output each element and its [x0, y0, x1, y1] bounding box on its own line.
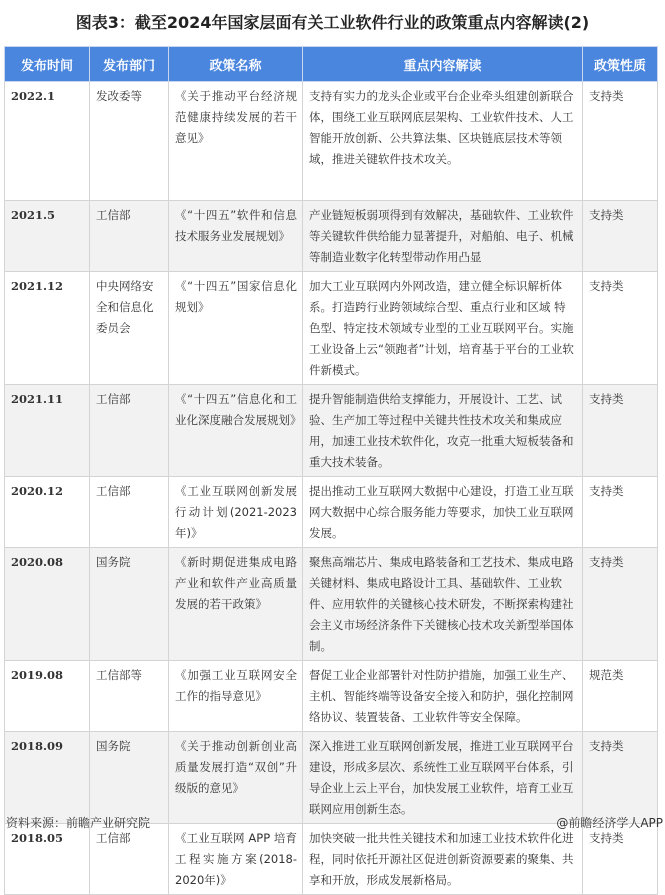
table-row — [5, 732, 658, 824]
cell-nature: 支持类 — [583, 548, 658, 661]
cell-date: 2018.09 — [5, 732, 90, 824]
cell-nature: 支持类 — [583, 824, 658, 895]
cell-date: 2021.11 — [5, 385, 90, 477]
header-date: 发布时间 — [5, 47, 90, 82]
header-nature: 政策性质 — [583, 47, 658, 82]
cell-nature: 支持类 — [583, 82, 658, 201]
policy-table — [4, 46, 658, 895]
cell-dept: 国务院 — [90, 732, 169, 824]
chart-title: 图表3：截至2024年国家层面有关工业软件行业的政策重点内容解读(2) — [75, 13, 590, 32]
cell-dept: 工信部 — [90, 477, 169, 548]
table-row — [5, 272, 658, 385]
cell-policy-name: 《“十四五”信息化和工业化深度融合发展规划》 — [169, 385, 303, 477]
table-row — [5, 477, 658, 548]
cell-policy-name: 《工业互联网创新发展行动计划(2021-2023年)》 — [169, 477, 303, 548]
cell-nature: 支持类 — [583, 732, 658, 824]
cell-date: 2018.05 — [5, 824, 90, 895]
cell-content: 督促工业企业部署针对性防护措施，加强工业生产、主机、智能终端等设备安全接入和防护，强化控制网络协议、装置装备、工业软件等安全保障。 — [303, 661, 583, 732]
cell-nature: 支持类 — [583, 385, 658, 477]
cell-content: 支持有实力的龙头企业或平台企业牵头组建创新联合体，围绕工业互联网底层架构、工业软件技术、人工智能开放创新、公共算法集、区块链底层技术等领域，推进关键软件技术攻关。 — [303, 82, 583, 201]
cell-dept: 工信部 — [90, 201, 169, 272]
cell-content: 加快突破一批共性关键技术和加速工业技术软件化进程，同时依托开源社区促进创新资源要素的聚集、共享和开放，形成发展新格局。 — [303, 824, 583, 895]
table-row — [5, 82, 658, 201]
header-content: 重点内容解读 — [303, 47, 583, 82]
cell-nature: 规范类 — [583, 661, 658, 732]
cell-policy-name: 《新时期促进集成电路产业和软件产业高质量发展的若干政策》 — [169, 548, 303, 661]
header-dept: 发布部门 — [90, 47, 169, 82]
source-note: 资料来源：前瞻产业研究院 — [6, 816, 151, 830]
cell-dept: 工信部 — [90, 824, 169, 895]
cell-date: 2021.5 — [5, 201, 90, 272]
cell-content: 聚焦高端芯片、集成电路装备和工艺技术、集成电路关键材料、集成电路设计工具、基础软件、工业软件、应用软件的关键核心技术研发，不断探索构建社会主义市场经济条件下关键核心技术攻关新型举国体制。 — [303, 548, 583, 661]
cell-policy-name: 《“十四五”软件和信息技术服务业发展规划》 — [169, 201, 303, 272]
cell-nature: 支持类 — [583, 201, 658, 272]
cell-date: 2019.08 — [5, 661, 90, 732]
cell-policy-name: 《工业互联网 APP 培育工程实施方案(2018-2020年)》 — [169, 824, 303, 895]
header-policy-name: 政策名称 — [169, 47, 303, 82]
cell-date: 2020.12 — [5, 477, 90, 548]
cell-content: 提升智能制造供给支撑能力，开展设计、工艺、试验、生产加工等过程中关键共性技术攻关和集成应用，加速工业技术软件化，攻克一批重大短板装备和重大技术装备。 — [303, 385, 583, 477]
table-header-row — [5, 47, 658, 82]
cell-nature: 支持类 — [583, 272, 658, 385]
cell-dept: 发改委等 — [90, 82, 169, 201]
cell-policy-name: 《关于推动创新创业高质量发展打造“双创”升级版的意见》 — [169, 732, 303, 824]
cell-content: 深入推进工业互联网创新发展，推进工业互联网平台建设，形成多层次、系统性工业互联网平台体系，引导企业上云上平台，加快发展工业软件，培育工业互联网应用创新生态。 — [303, 732, 583, 824]
table-row — [5, 824, 658, 895]
cell-dept: 国务院 — [90, 548, 169, 661]
cell-policy-name: 《“十四五”国家信息化规划》 — [169, 272, 303, 385]
cell-content: 加大工业互联网内外网改造，建立健全标识解析体系。打造跨行业跨领域综合型、重点行业和区域 特色型、特定技术领域专业型的工业互联网平台。实施工业设备上云“领跑者”计划，培育基于平台的工业软件新模式。 — [303, 272, 583, 385]
cell-dept: 工信部等 — [90, 661, 169, 732]
cell-date: 2020.08 — [5, 548, 90, 661]
cell-date: 2022.1 — [5, 82, 90, 201]
cell-dept: 工信部 — [90, 385, 169, 477]
cell-nature: 支持类 — [583, 477, 658, 548]
credit-note: @前瞻经济学人APP — [556, 816, 663, 830]
cell-dept: 中央网络安全和信息化委员会 — [90, 272, 169, 385]
cell-policy-name: 《加强工业互联网安全工作的指导意见》 — [169, 661, 303, 732]
cell-content: 产业链短板弱项得到有效解决，基础软件、工业软件等关键软件供给能力显著提升，对船舶、电子、机械等制造业数字化转型带动作用凸显 — [303, 201, 583, 272]
table-row — [5, 201, 658, 272]
cell-date: 2021.12 — [5, 272, 90, 385]
cell-policy-name: 《关于推动平台经济规范健康持续发展的若干意见》 — [169, 82, 303, 201]
table-row — [5, 385, 658, 477]
cell-content: 提出推动工业互联网大数据中心建设，打造工业互联网大数据中心综合服务能力等要求，加快工业互联网发展。 — [303, 477, 583, 548]
table-row — [5, 661, 658, 732]
table-row — [5, 548, 658, 661]
